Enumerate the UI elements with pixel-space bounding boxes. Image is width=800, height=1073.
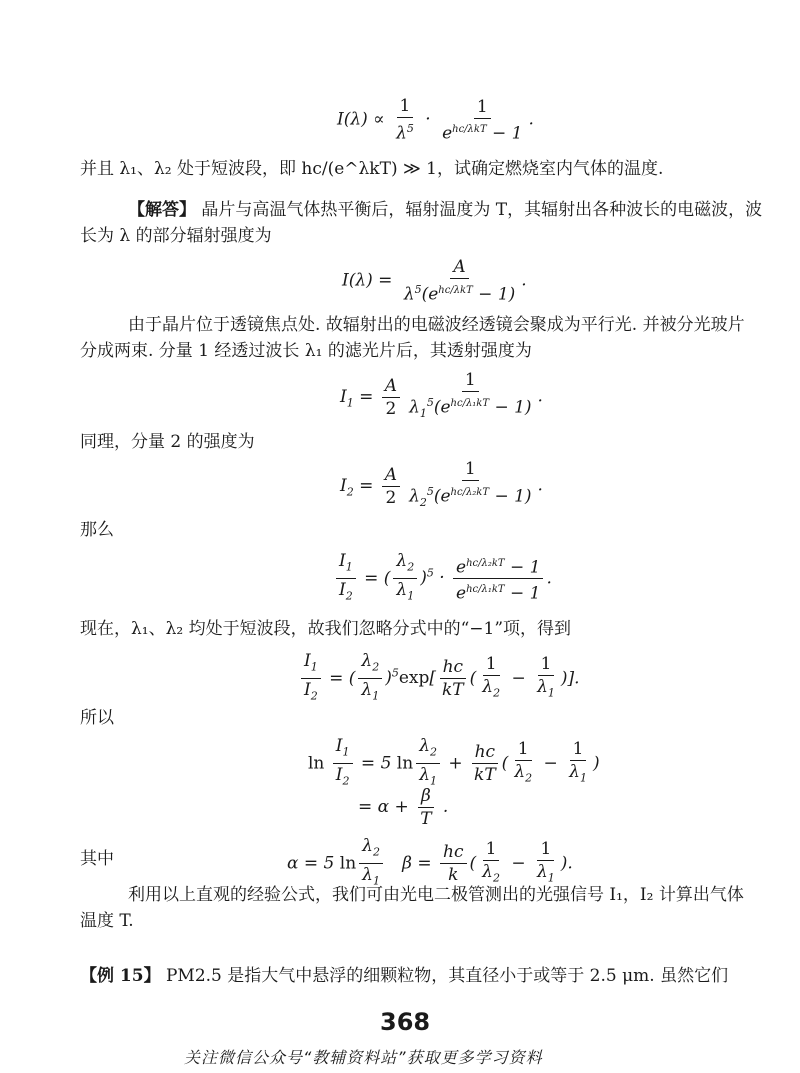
equation-7: ln $\frac{I_1}{I_2}$ = 5 ln $\frac{\lambda_2}{\lambda_1}$ + $\frac{hc}{kT}$ ( $\frac{1}{\lambda_2}$ − $\frac{1}{\lambda_1}$ ) — [308, 736, 600, 788]
equation-6: $\frac{I_1}{I_2}$ = ( $\frac{\lambda_2}{\lambda_1}$ )$^5$exp[ $\frac{hc}{kT}$ ( $\frac{1}{\lambda_2}$ − $\frac{1}{\lambda_1}$ )]. — [298, 651, 580, 707]
equation-1: I(λ) ∝ $\frac{1}{\lambda^5}$ · $\frac{1}{e^{hc/\lambda kT} - 1}$ . — [337, 96, 534, 144]
problem-condition-line: 并且 λ₁、λ₂ 处于短波段，即 hc/(e^λkT) ≫ 1，试确定燃烧室内气体的温度. — [80, 159, 664, 179]
therefore-line: 所以 — [80, 708, 114, 728]
equation-9: α = 5 ln $\frac{\lambda_2}{\lambda_1}$ β = $\frac{hc}{k}$ ( $\frac{1}{\lambda_2}$ − $\frac{1}{\lambda_1}$ ). — [287, 836, 573, 888]
example-text: PM2.5 是指大气中悬浮的细颗粒物，其直径小于或等于 2.5 μm. 虽然它们 — [165, 966, 729, 986]
equation-8: = α + $\frac{\beta}{T}$ . — [358, 786, 449, 829]
lens-paragraph-line-2: 分成两束. 分量 1 经透过波长 λ₁ 的滤光片后，其透射强度为 — [80, 341, 532, 361]
where-line: 其中 — [80, 849, 114, 869]
answer-paragraph-line-2: 长为 λ 的部分辐射强度为 — [80, 226, 272, 246]
same-reason-line: 同理，分量 2 的强度为 — [80, 432, 255, 452]
then-line: 那么 — [80, 520, 114, 540]
equation-3: $I_1$ = $\frac{A}{2}$ $\frac{1}{\lambda_1^5(e^{hc/\lambda_1kT} - 1)}$ . — [340, 370, 543, 421]
conclusion-line-2: 温度 T. — [80, 911, 134, 931]
conclusion-line-1: 利用以上直观的经验公式，我们可由光电二极管测出的光强信号 I₁，I₂ 计算出气体 — [128, 885, 744, 905]
equation-4: $I_2$ = $\frac{A}{2}$ $\frac{1}{\lambda_2^5(e^{hc/\lambda_2kT} - 1)}$ . — [340, 459, 543, 510]
answer-tag: 【解答】 — [128, 200, 196, 220]
short-wave-line: 现在，λ₁、λ₂ 均处于短波段，故我们忽略分式中的“−1”项，得到 — [80, 619, 572, 639]
lens-paragraph-line-1: 由于晶片位于透镜焦点处. 故辐射出的电磁波经透镜会聚成为平行光. 并被分光玻片 — [128, 315, 745, 335]
equation-5: $\frac{I_1}{I_2}$ = ( $\frac{\lambda_2}{\lambda_1}$ )$^5$ · $\frac{e^{hc/\lambda_2kT} - 1}{e^{hc/\lambda_1kT} - 1}$ . — [333, 551, 552, 607]
footer-watermark-text: 关注微信公众号“教辅资料站”获取更多学习资料 — [184, 1048, 543, 1067]
page-number: 368 — [380, 1008, 431, 1036]
example-15-line — [80, 964, 728, 988]
example-tag: 【例 15】 — [80, 966, 161, 986]
equation-2: I(λ) = $\frac{A}{\lambda^5(e^{hc/\lambda kT} - 1)}$ . — [342, 257, 527, 305]
answer-text-1: 晶片与高温气体热平衡后，辐射温度为 T，其辐射出各种波长的电磁波，波 — [201, 200, 763, 220]
answer-paragraph-line-1 — [128, 198, 762, 222]
